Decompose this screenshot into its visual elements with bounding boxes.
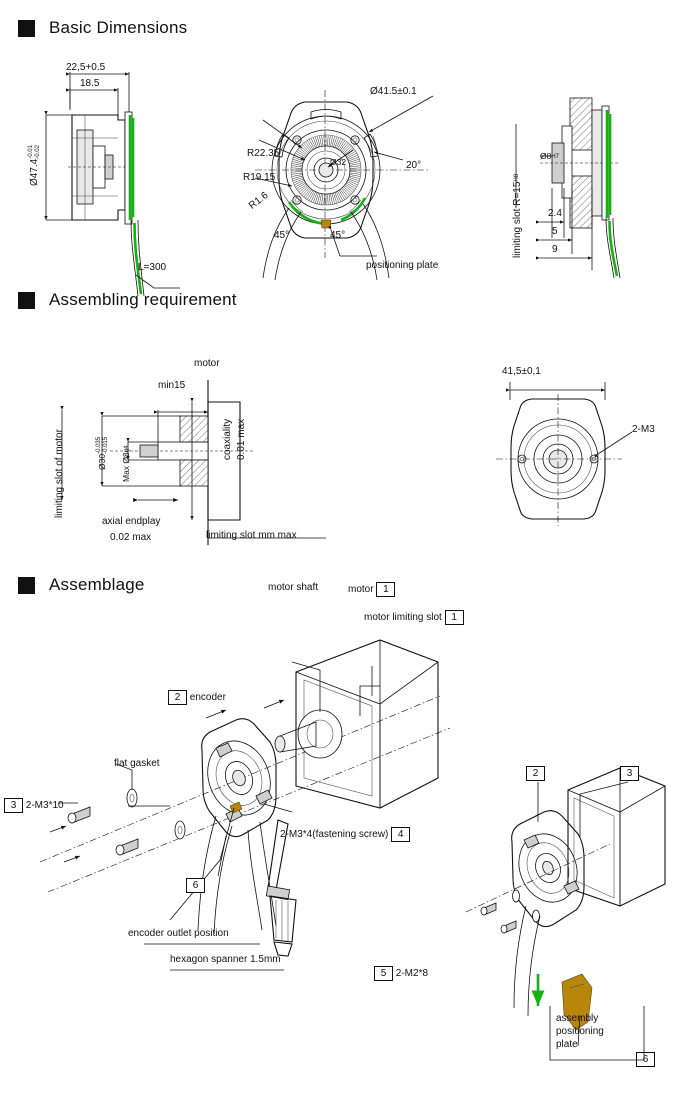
label-assembly-positioning-plate-l1: assembly — [556, 1013, 599, 1024]
dim-bore-8 — [540, 152, 559, 162]
label-limiting-slot-mm-max: limiting slot mm max — [206, 530, 297, 541]
label-limiting-slot-of-motor: limiting slot of motor — [54, 429, 65, 518]
callout-num-outlet: 6 — [186, 878, 205, 893]
section-title-basic: Basic Dimensions — [49, 18, 188, 37]
callout-num-right-2: 2 — [526, 766, 545, 781]
label-fastening-screw-text: 2-M3*4(fastening screw) — [280, 829, 389, 840]
dim-9: 9 — [552, 244, 558, 255]
callout-num-motor: 1 — [376, 582, 395, 597]
limiting-slot-r15-text: limiting slot R=15 — [512, 181, 523, 258]
dim-max-d8-fit: g4 — [123, 445, 130, 453]
dim-d30-tol-up: -0.035 — [96, 436, 102, 454]
callout-num-screw: 3 — [4, 798, 23, 813]
callout-num-right-3: 3 — [620, 766, 639, 781]
limiting-slot-r15-sup: H8 — [514, 173, 521, 182]
bullet-square-icon-3 — [18, 577, 35, 594]
angle-45-left: 45° — [274, 230, 290, 241]
dim-d30 — [96, 437, 109, 470]
dim-2-4: 2.4 — [548, 208, 562, 219]
dim-22-5: 22,5+0.5 — [66, 62, 106, 73]
label-limiting-slot-r15 — [512, 174, 524, 258]
label-assembly-positioning-plate-l2: positioning — [556, 1026, 604, 1037]
label-motor-shaft: motor shaft — [268, 582, 319, 593]
label-m2-screw-text: 2-M2*8 — [395, 968, 429, 979]
dim-r22-35: R22.35 — [247, 148, 280, 159]
dim-dia-41-5: Ø41.5±0.1 — [370, 86, 417, 97]
label-motor-top — [348, 582, 395, 597]
dim-41-5-width: 41,5±0,1 — [502, 366, 541, 377]
dim-18-5: 18.5 — [80, 78, 100, 89]
dim-47-4-tol-up: -0.01 — [28, 145, 34, 159]
dim-max-d8 — [122, 446, 132, 482]
right-section-view — [500, 88, 680, 288]
callout-num-encoder: 2 — [168, 690, 187, 705]
label-axial-endplay: axial endplay — [102, 516, 161, 527]
callout-num-motor-slot: 1 — [445, 610, 464, 625]
label-coaxiality-value: 0.01 max — [236, 418, 247, 460]
dim-max-d8-value: Max Ø8 — [121, 452, 131, 482]
section-title-assembling: Assembling requirement — [49, 290, 237, 309]
dim-r1-6: R1.6 — [247, 189, 271, 212]
dim-diameter-47-4-value: Ø47.4 — [29, 158, 41, 186]
label-motor: motor — [194, 358, 220, 369]
angle-20: 20° — [406, 160, 422, 171]
bullet-square-icon — [18, 20, 35, 37]
callout-num-right-2-box — [526, 766, 545, 781]
callout-num-fastening-screw: 4 — [391, 827, 410, 842]
section-heading-assembling — [18, 290, 237, 310]
label-hexagon-spanner: hexagon spanner 1.5mm — [170, 954, 281, 965]
dim-diameter-47-4 — [28, 145, 41, 186]
label-screw-2m3x10-text: 2-M3*10 — [25, 800, 64, 811]
label-min15: min15 — [158, 380, 186, 391]
section-title-assemblage: Assemblage — [49, 575, 145, 594]
label-flat-gasket: flat gasket — [114, 758, 160, 769]
label-encoder-text: encoder — [189, 692, 226, 703]
dim-d30-value: Ø30 — [96, 453, 107, 470]
callout-num-plate: 6 — [636, 1052, 655, 1067]
assembling-right-diagram — [460, 370, 680, 560]
label-motor-limiting-slot-text: motor limiting slot — [364, 612, 442, 623]
dim-bore-8-value: Ø8 — [540, 151, 552, 161]
label-motor-text: motor — [348, 584, 374, 595]
callout-num-right-3-box — [620, 766, 639, 781]
label-2-m3: 2-M3 — [632, 424, 655, 435]
angle-45-right: 45° — [330, 230, 346, 241]
label-lead-length: L=300 — [138, 262, 167, 273]
dim-dia-32: Ø32 — [330, 157, 347, 167]
dim-d30-tol-dn: -0.015 — [102, 436, 109, 454]
label-axial-endplay-value: 0.02 max — [110, 532, 152, 543]
callout-positioning-plate: positioning plate — [366, 260, 439, 271]
assemblage-leaders — [20, 600, 420, 1020]
label-assembly-positioning-plate-l3: plate — [556, 1039, 578, 1050]
dim-bore-8-fit: H7 — [551, 153, 560, 160]
section-heading-assemblage — [18, 575, 145, 595]
section-heading-basic — [18, 18, 187, 38]
bullet-square-icon-2 — [18, 292, 35, 309]
callout-num-m2-screw: 5 — [374, 966, 393, 981]
label-encoder-outlet-position: encoder outlet position — [128, 928, 229, 939]
left-section-view — [30, 60, 250, 290]
dim-47-4-tol-dn: -0.02 — [34, 145, 41, 159]
plate-label-frame — [548, 1004, 680, 1094]
label-coaxiality: coaxiality — [222, 418, 233, 460]
dim-5: 5 — [552, 226, 558, 237]
dim-r19-15: R19.15 — [243, 172, 276, 183]
